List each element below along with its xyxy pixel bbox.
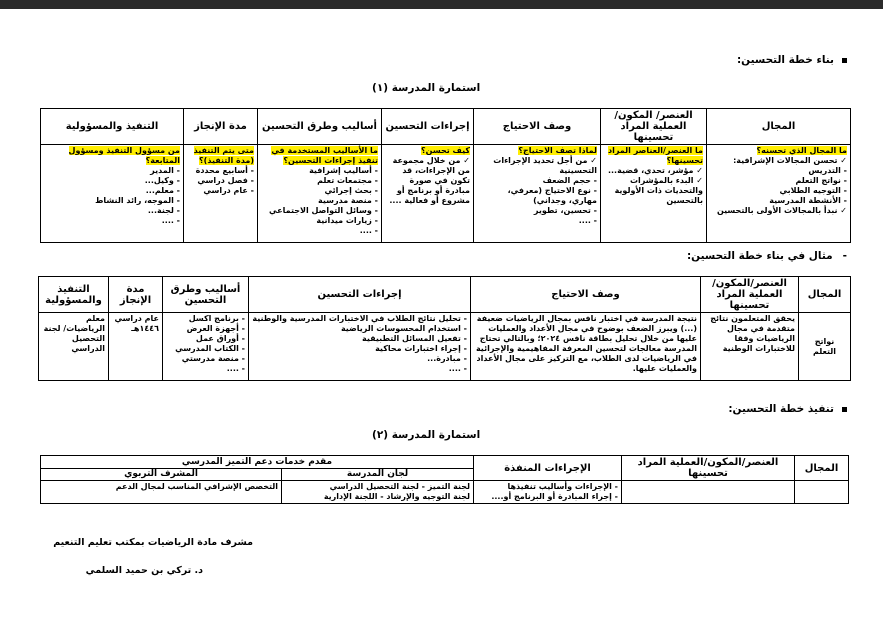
signature-title: مشرف مادة الرياضيات بمكتب تعليم التنعيم [53, 537, 253, 548]
cell-duration [184, 145, 258, 243]
guiding-question: كيف تحسن؟ [421, 146, 470, 155]
execution-table [40, 455, 849, 504]
cell-supervisor: التخصص الإشرافي المناسب لمجال الدعم [41, 481, 282, 504]
header-element: العنصر/المكون/ العملية المراد تحسينها [701, 277, 799, 313]
line: - تفعيل المسائل التطبيقية [362, 334, 467, 343]
line: - .... [448, 364, 467, 373]
guiding-question: لماذا تصف الاحتياج؟ [518, 146, 597, 155]
line: - برنامج اكسل [188, 314, 245, 323]
cell-domain [707, 145, 851, 243]
cell-responsibility: معلم الرياضيات/ لجنة التحصيل الدراسي [39, 313, 109, 381]
plan-template-table [40, 108, 851, 243]
line: - التدريس [808, 166, 847, 175]
line: - تحسين، تطوير [533, 206, 597, 215]
line: ✓ نبدأ بالمجالات الأولى بالتحسين [716, 206, 847, 215]
line: - التوجيه الطلابي [779, 186, 847, 195]
line: - مجتمعات تعلم [317, 176, 378, 185]
header-duration: مدة الإنجاز [184, 109, 258, 145]
line: - إجراء المبادرة أو البرنامج أو.... [491, 492, 619, 501]
line: - زيارات ميدانية [316, 216, 378, 225]
header-need: وصف الاحتياج [474, 109, 601, 145]
cell-procedures [474, 481, 622, 504]
line: - استخدام المحسوسات الرياضية [340, 324, 467, 333]
cell-need: نتيجة المدرسة في اختبار نافس بمجال الرياضيات ضعيفة (...) ويبرز الضعف بوضوح في مجال الأعداد والعمليات عليها من خلال تحليل بطاقة نافس ٢٠٢٤؛ وبالتالي تحتاج المدرسة معالجات لتحسين المعرفة المفاهيمية والإجرائية في الرياضيات لدى الطلاب، مع التركيز على مجال الأعداد والعمليات عليها. [471, 313, 701, 381]
cell-methods [163, 313, 249, 381]
line: - .... [161, 216, 180, 225]
cell-element [622, 481, 795, 504]
cell-duration: عام دراسي ١٤٤٦هـ [109, 313, 163, 381]
bullet-icon [842, 58, 847, 63]
header-domain: المجال [707, 109, 851, 145]
top-border [0, 0, 883, 9]
line: ✓ من أجل تحديد الإجراءات التحسينية [493, 156, 597, 175]
line: - المدير [150, 166, 180, 175]
header-supervisor: المشرف التربوي [41, 468, 282, 481]
line: - نوع الاحتياج (معرفي، مهاري، وجداني) [507, 186, 597, 205]
line: - الكتاب المدرسي [175, 344, 245, 353]
cell-committees [282, 481, 474, 504]
header-methods: أساليب وطرق التحسين [163, 277, 249, 313]
cell-element: يحقق المتعلمون نتائج متقدمة في مجال الرياضيات وفقا للاختبارات الوطنية [701, 313, 799, 381]
cell-domain: نواتج التعلم [799, 313, 851, 381]
line: ✓ تحسن المجالات الإشرافية: [733, 156, 847, 165]
line: - إجراء اختبارات محاكية [375, 344, 467, 353]
header-responsibility: التنفيذ والمسؤولية [41, 109, 184, 145]
cell-element [601, 145, 707, 243]
guiding-question: من مسؤول التنفيذ ومسؤول المتابعة؟ [68, 146, 180, 165]
line: ✓ مؤشر، تحدي، قضية... [607, 166, 703, 175]
header-domain: المجال [795, 456, 849, 481]
header-element: العنصر/المكون/العملية المراد تحسينها [622, 456, 795, 481]
line: - وكيل... [144, 176, 180, 185]
line: - معلم... [145, 186, 180, 195]
example-plan-table [38, 276, 851, 381]
line: - أجهزة العرض [186, 324, 245, 333]
line: - منصة مدرستي [181, 354, 245, 363]
line: - وسائل التواصل الاجتماعي [269, 206, 378, 215]
line: - الأنشطة المدرسية [769, 196, 847, 205]
line: - أوراق عمل [195, 334, 245, 343]
line: - نواتج التعلم [795, 176, 847, 185]
header-domain: المجال [799, 277, 851, 313]
cell-procedures [249, 313, 471, 381]
header-procedures: الإجراءات المنفذة [474, 456, 622, 481]
header-need: وصف الاحتياج [471, 277, 701, 313]
line: - تحليل نتائج الطلاب في الاختبارات المدرسية والوطنية [252, 314, 467, 323]
header-committees: لجان المدرسة [282, 468, 474, 481]
line: - .... [226, 364, 245, 373]
header-responsibility: التنفيذ والمسؤولية [39, 277, 109, 313]
signature-name: د. تركي بن حميد السلمي [85, 565, 203, 576]
section-heading-build: بناء خطة التحسين: [737, 54, 847, 66]
guiding-question: ما الأساليب المستخدمة في تنفيذ إجراءات التحسين؟ [271, 146, 378, 165]
cell-responsibility [41, 145, 184, 243]
line: - عام دراسي [203, 186, 254, 195]
line: ✓ من خلال مجموعة من الإجراءات، قد تكون في صورة مبادرة أو برنامج أو مشروع أو فعالية .... [389, 156, 470, 205]
cell-methods [258, 145, 382, 243]
bullet-icon [842, 407, 847, 412]
header-methods: أساليب وطرق التحسين [258, 109, 382, 145]
line: - حجم الضعف [542, 176, 597, 185]
cell-procedures [382, 145, 474, 243]
line: - .... [359, 226, 378, 235]
line: لجنة التميز - لجنة التحصيل الدراسي [329, 482, 471, 491]
cell-domain [795, 481, 849, 504]
guiding-question: ما المجال الذي تحسنه؟ [756, 146, 847, 155]
line: - الموجه، رائد النشاط [95, 196, 180, 205]
guiding-question: ما العنصر/العناصر المراد تحسينها؟ [607, 146, 703, 165]
line: - .... [578, 216, 597, 225]
line: - أسابيع محددة [195, 166, 254, 175]
line: - بحث إجرائي [324, 186, 378, 195]
header-procedures: إجراءات التحسين [382, 109, 474, 145]
header-support-provider: مقدم خدمات دعم التميز المدرسي [41, 456, 474, 469]
header-element: العنصر/ المكون/ العملية المراد تحسينها [601, 109, 707, 145]
cell-need [474, 145, 601, 243]
line: ✓ البدء بالمؤشرات والتحديات ذات الأولوية بالتحسين [614, 176, 703, 205]
form-title-2: استمارة المدرسة (٢) [372, 429, 481, 441]
line: - فصل دراسي [197, 176, 254, 185]
line: - لجنة... [147, 206, 180, 215]
line: لجنة التوجيه والإرشاد - اللجنة الإدارية [323, 492, 471, 501]
header-procedures: إجراءات التحسين [249, 277, 471, 313]
line: - أساليب إشرافية [309, 166, 378, 175]
header-duration: مدة الإنجاز [109, 277, 163, 313]
dash-icon: - [842, 250, 847, 262]
guiding-question: متى يتم التنفيذ (مدة التنفيذ)؟ [193, 146, 254, 165]
section-heading-example: -مثال في بناء خطة التحسين: [686, 250, 847, 262]
line: - الإجراءات وأساليب تنفيذها [507, 482, 619, 491]
section-heading-execute: تنفيذ خطة التحسين: [728, 403, 847, 415]
line: - مبادرة... [427, 354, 467, 363]
form-title-1: استمارة المدرسة (١) [372, 82, 481, 94]
line: - منصة مدرسية [317, 196, 378, 205]
